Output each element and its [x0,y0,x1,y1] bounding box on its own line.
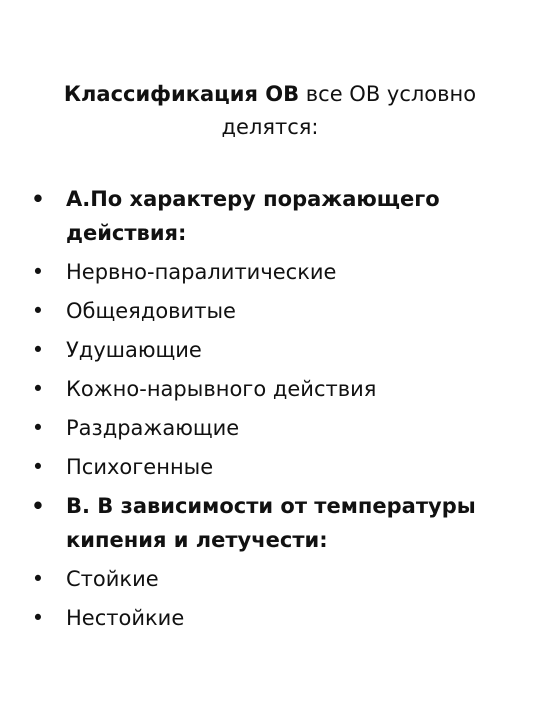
bullet-list [24,182,524,640]
list-item-text: Психогенные [66,455,214,479]
list-item-text: Нервно-паралитические [66,260,337,284]
bullet-icon: • [31,455,45,479]
list-item [24,601,524,635]
bullet-icon: • [31,377,45,401]
list-item-text: Раздражающие [66,416,240,440]
bullet-icon: • [31,187,45,211]
bullet-icon: • [31,416,45,440]
list-item-text: А.По характеру поражающего действия: [66,187,440,245]
list-item-text: Общеядовитые [66,299,236,323]
bullet-icon: • [31,260,45,284]
list-item-text: В. В зависимости от температуры кипения и летучести: [66,494,476,552]
list-item [24,372,524,406]
bullet-icon: • [31,338,45,362]
bullet-icon: • [31,494,45,518]
list-item [24,411,524,445]
title-rest: все ОВ условно делятся: [221,82,477,139]
list-item [24,489,524,557]
list-item [24,182,524,250]
bullet-icon: • [31,606,45,630]
bullet-icon: • [31,567,45,591]
list-item-text: Кожно-нарывного действия [66,377,377,401]
list-item [24,450,524,484]
title-lead: Классификация ОВ [63,82,300,106]
bullet-icon: • [31,299,45,323]
list-item [24,255,524,289]
list-item-text: Удушающие [66,338,202,362]
list-item-text: Стойкие [66,567,159,591]
list-item-text: Нестойкие [66,606,185,630]
slide-title [30,78,510,144]
list-item [24,294,524,328]
list-item [24,562,524,596]
list-item [24,333,524,367]
